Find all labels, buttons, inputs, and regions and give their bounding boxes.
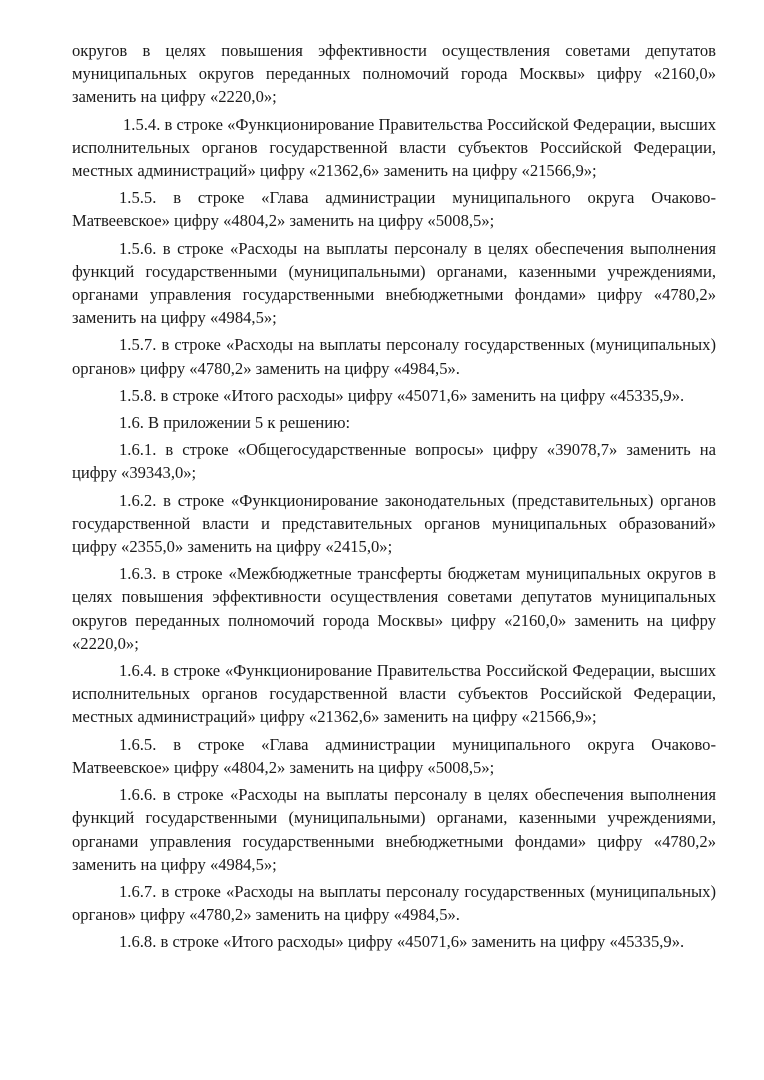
paragraph-1-5-5: 1.5.5. в строке «Глава администрации муниципального округа Очаково-Матвеевское» цифру «4804,2» заменить на цифру «5008,5»; xyxy=(72,188,716,231)
paragraph-1-5-8: 1.5.8. в строке «Итого расходы» цифру «45071,6» заменить на цифру «45335,9». xyxy=(119,385,685,405)
paragraph-1-6-2: 1.6.2. в строке «Функционирование законодательных (представительных) органов государственной власти и представительных органов муниципальных образований» цифру «2355,0» заменить на цифру «2415,0»; xyxy=(72,490,716,557)
paragraph-1-6-7: 1.6.7. в строке «Расходы на выплаты персоналу государственных (муниципальных) органов» цифру «4780,2» заменить на цифру «4984,5». xyxy=(72,881,716,925)
paragraph-1-6-4: 1.6.4. в строке «Функционирование Правительства Российской Федерации, высших исполнительных органов государственной власти субъектов Российской Федерации, местных администраций» цифру «21362,6» заменить на цифру «21566,9»; xyxy=(72,661,716,727)
paragraph-1-6-8: 1.6.8. в строке «Итого расходы» цифру «45071,6» заменить на цифру «45335,9». xyxy=(119,932,685,952)
paragraph-1-5-4: 1.5.4. в строке «Функционирование Правительства Российской Федерации, высших исполнительных органов государственной власти субъектов Российской Федерации, местных администраций» цифру «21362,6» заменить на цифру «21566,9»; xyxy=(72,114,716,181)
paragraph-1-6-1: 1.6.1. в строке «Общегосударственные вопросы» цифру «39078,7» заменить на цифру «39343,0»; xyxy=(72,440,716,483)
paragraph-continuation: округов в целях повышения эффективности осуществления советами депутатов муниципальных округов переданных полномочий города Москвы» цифру «2160,0» заменить на цифру «2220,0»; xyxy=(72,41,716,107)
document-body xyxy=(72,39,716,954)
paragraph-1-6-5: 1.6.5. в строке «Глава администрации муниципального округа Очаково-Матвеевское» цифру «4804,2» заменить на цифру «5008,5»; xyxy=(72,734,716,777)
paragraph-1-6-3: 1.6.3. в строке «Межбюджетные трансферты бюджетам муниципальных округов в целях повышения эффективности осуществления советами депутатов муниципальных округов переданных полномочий города Москвы» цифру «2160,0» заменить на цифру «2220,0»; xyxy=(72,564,716,653)
paragraph-1-5-7: 1.5.7. в строке «Расходы на выплаты персоналу государственных (муниципальных) органов» цифру «4780,2» заменить на цифру «4984,5». xyxy=(72,335,716,378)
paragraph-1-5-6: 1.5.6. в строке «Расходы на выплаты персоналу в целях обеспечения выполнения функций государственными (муниципальными) органами, казенными учреждениями, органами управления государственными внебюджетными фондами» цифру «4780,2» заменить на цифру «4984,5»; xyxy=(72,238,716,328)
paragraph-1-6: 1.6. В приложении 5 к решению: xyxy=(119,413,351,433)
paragraph-1-6-6: 1.6.6. в строке «Расходы на выплаты персоналу в целях обеспечения выполнения функций государственными (муниципальными) органами, казенными учреждениями, органами управления государственными внебюджетными фондами» цифру «4780,2» заменить на цифру «4984,5»; xyxy=(72,785,716,874)
